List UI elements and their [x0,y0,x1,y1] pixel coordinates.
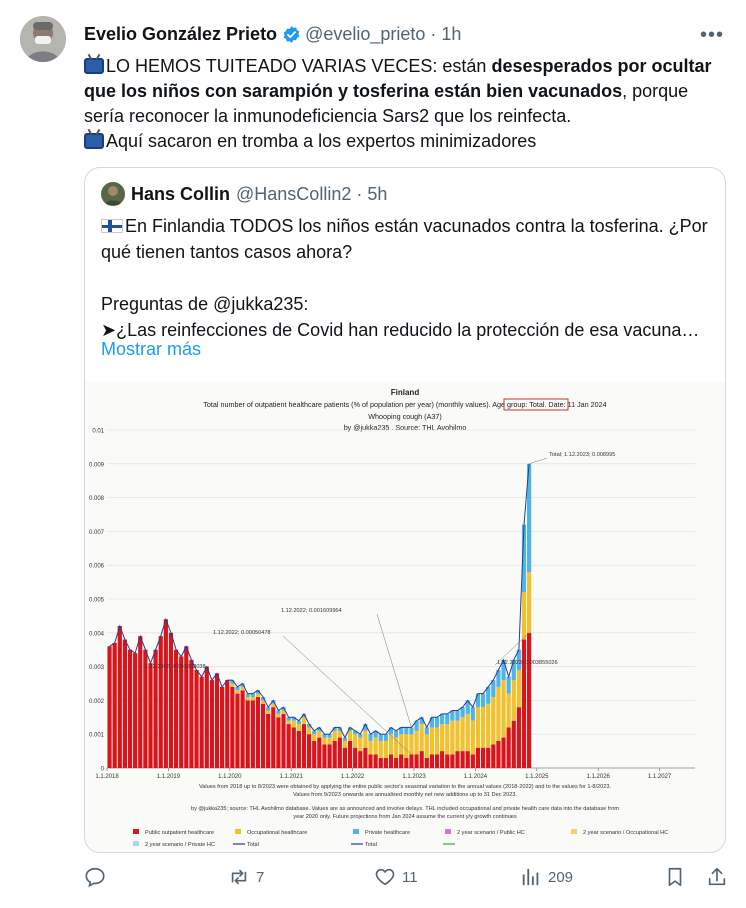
bar-public [445,754,449,768]
separator-dot: · [430,24,437,44]
bar-public [159,636,163,768]
bar-public [276,717,280,768]
bar-occupational [450,721,454,755]
bar-public [256,697,260,768]
bar-occupational [384,741,388,758]
bar-public [312,741,316,768]
bar-public [261,704,265,768]
bar-public [379,758,383,768]
bar-public [317,738,321,768]
bar-public [287,724,291,768]
bar-private [384,734,388,741]
bar-public [235,694,239,768]
bar-occupational [399,734,403,754]
bar-occupational [476,707,480,748]
bar-occupational [297,724,301,731]
bar-occupational [276,714,280,717]
bar-private [322,734,326,737]
x-tick-label: 1.1.2026 [586,774,610,780]
bar-occupational [312,734,316,741]
bar-occupational [445,724,449,754]
bar-public [358,751,362,768]
bar-public [230,687,234,768]
bar-public [348,741,352,768]
like-count: 11 [402,868,418,886]
views-count: 209 [548,868,574,886]
bar-public [107,646,111,768]
bar-public [481,748,485,768]
x-tick-label: 1.1.2021 [279,774,303,780]
bar-public [133,653,137,768]
bar-public [455,751,459,768]
bar-public [368,754,372,768]
separator-dot: · [356,183,363,204]
quoted-author-handle[interactable]: @HansCollin2 [236,183,352,204]
bar-public [363,748,367,768]
bar-public [205,667,209,768]
y-tick-label: 0.007 [88,529,104,536]
show-more-link[interactable]: Mostrar más [101,339,202,359]
legend-swatch [133,829,139,834]
x-tick-label: 1.1.2019 [156,774,181,780]
bar-public [118,626,122,768]
bar-occupational [517,670,521,707]
bar-public [507,727,511,768]
y-tick-label: 0.008 [88,496,104,503]
chart-subtitle-part: Total number of outpatient healthcare patients (% of population per year) (monthly values). [203,400,493,409]
bar-occupational [430,727,434,754]
chart-note-line: by @jukka235; source: THL Avohilmo database. Values are as announced and involve delays. THL included occupational and private health care data into the database from [190,806,620,812]
bar-public [251,700,255,768]
tweet-time[interactable]: 1h [441,24,462,44]
bar-occupational [251,697,255,700]
chart-title-line-3: Whooping cough (A37) [368,412,442,421]
tweet-text-part-1: LO HEMOS TUITEADO VARIAS VECES: están [106,56,492,76]
bar-public [322,744,326,768]
share-button[interactable] [706,866,734,888]
bar-private [409,727,413,734]
bar-public [266,714,270,768]
bar-public [194,670,198,768]
bar-public [384,758,388,768]
bar-public [179,656,183,768]
tweet-text-bold: desesperados por ocultar que los niños con sarampión y tosferina están bien vacunados [84,56,712,101]
bar-occupational [425,734,429,758]
bar-private [368,734,372,741]
chart-title: Finland [390,388,420,397]
y-tick-label: 0.01 [92,428,104,435]
chart-age-group: Age group: Total. [492,400,547,409]
quoted-line-1: En Finlandia TODOS los niños están vacunados contra la tosferina. ¿Por qué tienen tantos casos ahora? [101,216,708,262]
bar-occupational [246,697,250,700]
bar-public [169,633,173,768]
legend-label: 2 year scenario / Private HC [145,842,215,848]
bar-occupational [235,690,239,693]
bar-public [148,663,152,768]
bar-public [471,754,475,768]
bar-occupational [317,731,321,738]
author-name[interactable]: Evelio González Prieto [84,24,278,44]
bar-private [435,717,439,727]
annotation-2023-occupational: 1.12.2023; 0.001803038 [145,664,206,670]
bar-public [389,754,393,768]
bar-occupational [287,721,291,724]
bar-private [287,717,291,720]
bar-public [476,748,480,768]
annotation-2022-total: 1.12.2022; 0.001609964 [281,608,342,614]
x-tick-label: 1.1.2024 [463,774,488,780]
y-tick-label: 0.003 [88,665,104,672]
bar-occupational [230,684,234,687]
legend-label: Total [247,842,259,848]
bar-public [164,619,168,768]
legend-swatch [235,829,241,834]
y-tick-label: 0 [100,766,104,773]
verified-badge-icon [282,25,301,44]
bar-occupational [348,731,352,741]
bookmark-button[interactable] [664,866,692,888]
author-avatar[interactable] [20,16,66,62]
bar-public [292,727,296,768]
bar-occupational [461,717,465,751]
bar-public [425,758,429,768]
y-tick-label: 0.001 [88,732,104,739]
bar-private [251,694,255,697]
bar-occupational [414,731,418,755]
bar-occupational [455,721,459,751]
bar-occupational [481,707,485,748]
tweet-actions [0,866,746,896]
bar-public [486,748,490,768]
bar-occupational [379,741,383,758]
author-handle[interactable]: @evelio_prieto [305,24,426,44]
legend-swatch [133,841,139,846]
bar-public [128,650,132,768]
bar-public [414,754,418,768]
bar-public [512,721,516,768]
x-tick-label: 1.1.2023 [402,774,426,780]
bar-occupational [302,717,306,724]
annotation-leader [377,614,411,727]
bar-public [374,754,378,768]
chart-image[interactable] [85,382,725,853]
bar-occupational [471,721,475,755]
quoted-tweet-text [101,213,716,343]
bar-public [496,741,500,768]
y-tick-label: 0.004 [88,631,104,638]
bar-occupational [420,724,424,751]
bar-public [399,754,403,768]
bar-public [113,643,117,768]
bar-occupational [327,738,331,745]
bar-occupational [374,738,378,755]
bar-occupational [435,727,439,754]
like-button[interactable] [374,866,418,888]
bar-occupational [440,724,444,751]
bar-occupational [496,687,500,741]
annotation-total-peak: Total; 1.12.2023; 0.008995 [549,452,616,458]
bar-public [450,754,454,768]
bar-occupational [501,680,505,737]
more-icon[interactable]: ••• [699,24,724,46]
bar-public [220,687,224,768]
bar-occupational [507,694,511,728]
legend-label: Public outpatient healthcare [145,830,215,836]
bar-public [225,680,229,768]
share-icon [706,866,728,888]
bar-public [210,680,214,768]
quoted-author-avatar[interactable] [101,182,125,206]
bar-public [338,738,342,768]
bar-occupational [368,741,372,755]
chart-subtitle [203,400,606,409]
views-button[interactable] [520,866,573,888]
bar-public [491,744,495,768]
avatar-photo [20,16,66,62]
whooping-cough-chart [85,382,725,853]
bar-public [246,700,250,768]
bar-public [327,744,331,768]
chart-note-line: Values from 9/2023 onwards are annualised monthly net new additions up to 31 Dec 2023. [292,792,518,798]
bar-occupational [512,680,516,721]
bar-occupational [358,738,362,752]
finland-flag-icon [101,219,123,233]
bar-occupational [409,734,413,754]
bar-public [501,738,505,768]
heart-icon [374,866,396,888]
bar-occupational [266,711,270,714]
x-tick-label: 1.1.2027 [647,774,672,780]
legend-swatch [353,829,359,834]
bar-occupational [307,727,311,734]
bar-public [297,731,301,768]
legend-label: Private healthcare [365,830,411,836]
quoted-tweet-time[interactable]: 5h [367,183,388,204]
retweet-count: 7 [256,868,265,886]
bookmark-icon [664,866,686,888]
bar-public [430,754,434,768]
annotation-2023-public: 1.12.2023; 0.003855026 [497,660,558,666]
legend-label: 2 year scenario / Public HC [457,830,525,836]
reply-button[interactable] [84,866,112,888]
bar-occupational [353,734,357,748]
quoted-tweet-header [101,182,387,206]
tv-emoji-icon [84,58,104,74]
bar-private [246,694,250,697]
bar-private [430,717,434,727]
bar-private [476,694,480,708]
bar-occupational [363,731,367,748]
bar-public [343,748,347,768]
tv-emoji-icon [84,133,104,149]
x-tick-label: 1.1.2020 [218,774,242,780]
bar-public [522,640,526,768]
bar-private [379,734,383,741]
bar-occupational [256,694,260,697]
bar-public [123,640,127,768]
bar-public [333,741,337,768]
retweet-icon [228,866,250,888]
bar-public [466,751,470,768]
quoted-author-name[interactable]: Hans Collin [131,183,231,204]
y-tick-label: 0.009 [88,462,104,469]
annotation-2022-public: 1.12.2022; 0.00050478 [213,630,271,636]
bar-public [138,636,142,768]
bar-public [353,748,357,768]
y-tick-label: 0.006 [88,563,104,570]
bar-occupational [466,714,470,751]
bar-private [507,677,511,694]
quoted-line-2: Preguntas de @jukka235: [101,294,309,314]
bar-occupational [527,572,531,633]
chart-date: Date: 11 Jan 2024 [546,400,607,409]
legend-swatch [571,829,577,834]
bar-occupational [338,731,342,738]
bar-occupational [292,721,296,728]
x-tick-label: 1.1.2025 [525,774,549,780]
bar-occupational [333,731,337,741]
quoted-line-3: ➤¿Las reinfecciones de Covid han reducido la protección de esa vacuna… [101,320,700,340]
bar-private [481,694,485,708]
bar-private [471,707,475,721]
bar-public [271,707,275,768]
bar-occupational [491,697,495,744]
bar-public [527,633,531,768]
chart-note-line: year 2020 only. Future projections from Jan 2024 assume the current y/y growth continues [293,814,517,820]
tweet-text-part-3: , porque sería reconocer la inmunodeficiencia Sars2 que los reinfecta. [84,81,689,126]
bar-public [200,677,204,768]
tweet-text-line-2: Aquí sacaron en tromba a los expertos minimizadores [106,131,537,151]
bar-occupational [486,704,490,748]
bar-public [281,714,285,768]
bar-occupational [322,738,326,745]
bar-public [394,758,398,768]
tweet-text [84,54,724,154]
bar-public [240,690,244,768]
bar-public [440,751,444,768]
quoted-tweet[interactable] [84,167,726,853]
bar-private [394,731,398,738]
bar-private [445,714,449,724]
bar-public [302,724,306,768]
legend-label: Occupational healthcare [247,830,308,836]
bar-private [404,727,408,734]
views-icon [520,866,542,888]
tweet-header [84,24,461,45]
reply-icon [84,866,106,888]
y-tick-label: 0.002 [88,698,104,705]
annotation-leader [529,458,547,464]
chart-title-line-4: by @jukka235 . Source: THL Avohilmo [343,423,467,432]
chart-note-line: Values from 2018 up to 8/2023 were obtained by applying the entire public sector's seasonal variation to the annual values (2018-2022) and to the values for 1-8/2023. [198,784,612,790]
legend-label: Total [365,842,377,848]
bar-public [435,754,439,768]
bar-public [189,660,193,768]
bar-public [461,751,465,768]
bar-private [455,711,459,721]
bar-public [215,673,219,768]
bar-occupational [343,741,347,748]
retweet-button[interactable] [228,866,264,888]
bar-public [409,754,413,768]
bar-public [420,751,424,768]
bar-private [327,734,331,737]
bar-public [404,758,408,768]
x-tick-label: 1.1.2022 [340,774,365,780]
x-tick-label: 1.1.2018 [95,774,119,780]
y-tick-label: 0.005 [88,597,104,604]
legend-swatch [445,829,451,834]
bar-occupational [404,734,408,758]
bar-public [307,734,311,768]
legend-label: 2 year scenario / Occupational HC [583,830,669,836]
bar-occupational [522,592,526,639]
bar-public [517,707,521,768]
